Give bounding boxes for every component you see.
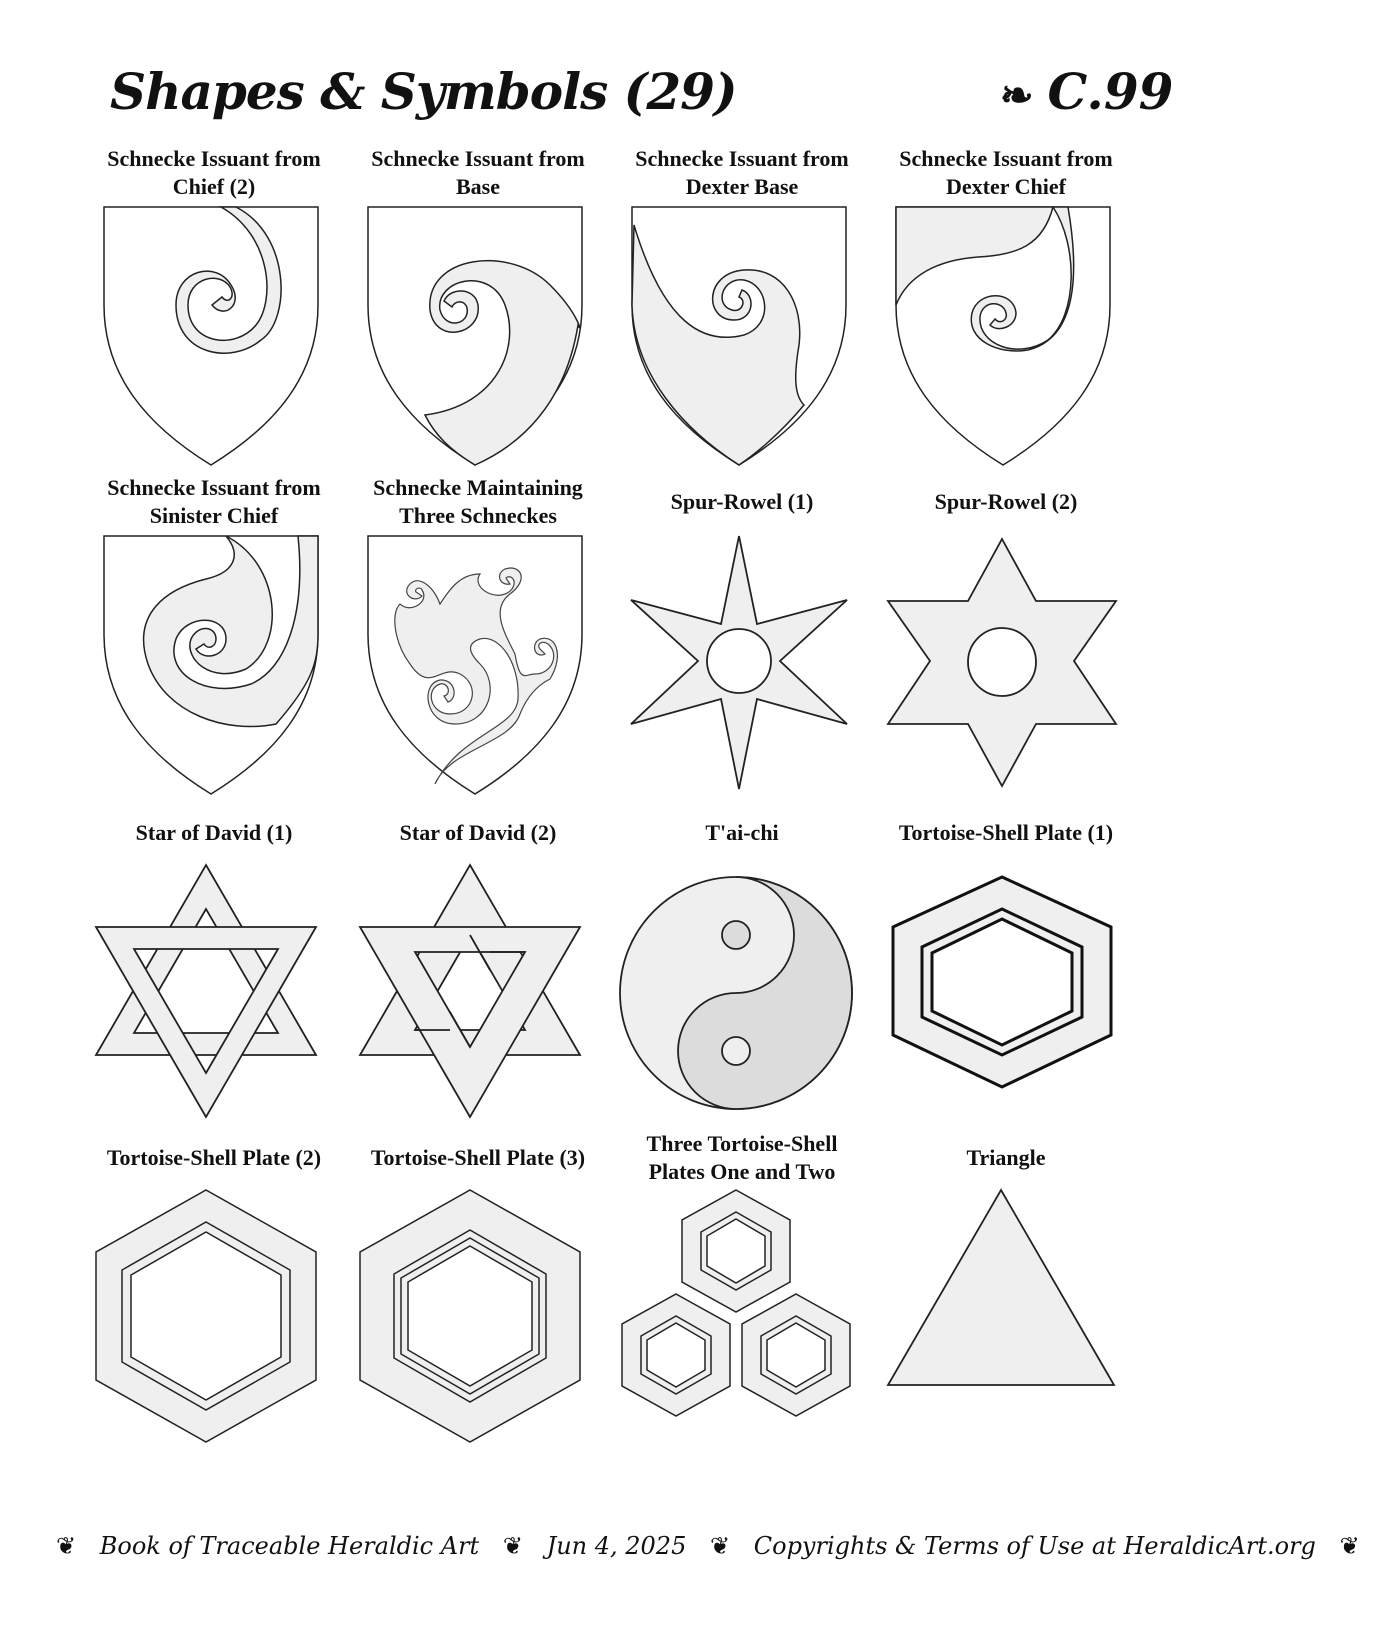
cell-tortoise-shell-plate-2 [76,1130,352,1470]
cell-schnecke-chief-2 [76,145,352,485]
cell-label: Chief (2) [172,174,256,199]
cell-label: Schnecke Issuant from [899,146,1113,171]
ornament-icon: ❦ [502,1532,523,1560]
cell-star-of-david-1 [76,805,352,1145]
cell-label: Star of David (1) [135,820,293,845]
cell-label: Base [456,174,500,199]
tai-chi-icon [604,865,880,1135]
cell-schnecke-dexter-chief [868,145,1144,485]
cell-label: Spur-Rowel (2) [934,489,1078,514]
cell-label: Schnecke Issuant from [635,146,849,171]
ornament-icon: ❦ [710,1532,731,1560]
cell-label: Three Schneckes [399,503,557,528]
cell-star-of-david-2 [340,805,616,1145]
spur-rowel-6-icon [604,534,880,804]
cell-label: Plates One and Two [648,1159,836,1184]
page-code [1000,62,1173,121]
cell-schnecke-maintaining [340,474,616,814]
schnecke-dexter-base-icon [604,205,880,475]
cell-label: Schnecke Issuant from [107,475,321,500]
schnecke-base-icon [340,205,616,475]
cell-label: Tortoise-Shell Plate (1) [898,820,1114,845]
schnecke-chief-icon [76,205,352,475]
cell-spur-rowel-1 [604,474,880,814]
page-title: Shapes & Symbols (29) [110,62,737,121]
ornament-icon: ❦ [1339,1532,1360,1560]
three-tortoise-shell-plates-icon [604,1190,880,1460]
cell-label: Schnecke Maintaining [373,475,583,500]
cell-label: Spur-Rowel (1) [670,489,814,514]
cell-schnecke-sinister-chief [76,474,352,814]
star-of-david-interlaced-icon [340,865,616,1135]
footer-book: Book of Traceable Heraldic Art [99,1532,480,1560]
cell-label: Triangle [966,1145,1046,1170]
cell-tai-chi [604,805,880,1145]
cell-label: Schnecke Issuant from [371,146,585,171]
cell-triangle [868,1130,1144,1470]
cell-label: Dexter Base [685,174,799,199]
footer-rights: Copyrights & Terms of Use at HeraldicArt.org [753,1532,1316,1560]
schnecke-sinister-chief-icon [76,534,352,804]
cell-label: Tortoise-Shell Plate (3) [370,1145,586,1170]
cell-tortoise-shell-plate-1 [868,805,1144,1145]
cell-label: Sinister Chief [149,503,279,528]
cell-spur-rowel-2 [868,474,1144,814]
page-footer [40,1532,1360,1560]
cell-label: T'ai-chi [705,820,779,845]
schnecke-dexter-chief-icon [868,205,1144,475]
footer-date: Jun 4, 2025 [546,1532,687,1560]
cell-tortoise-shell-plate-3 [340,1130,616,1470]
cell-three-tortoise-shell-plates [604,1130,880,1470]
code-label: C.99 [1047,62,1174,121]
cell-schnecke-base [340,145,616,485]
ornament-icon: ❦ [56,1532,77,1560]
star-of-david-icon [76,865,352,1135]
spur-rowel-star-icon [868,534,1144,804]
cell-label: Dexter Chief [946,174,1066,199]
cell-label: Three Tortoise-Shell [646,1131,838,1156]
schnecke-maintaining-icon [340,534,616,804]
cell-label: Star of David (2) [399,820,557,845]
cell-schnecke-dexter-base [604,145,880,485]
tortoise-shell-plate-icon [868,865,1144,1135]
tortoise-shell-plate-icon [76,1190,352,1460]
triangle-icon [868,1190,1144,1460]
tortoise-shell-plate-icon [340,1190,616,1460]
cell-label: Schnecke Issuant from [107,146,321,171]
cell-label: Tortoise-Shell Plate (2) [106,1145,322,1170]
fleuron-icon: ❧ [1000,72,1034,119]
